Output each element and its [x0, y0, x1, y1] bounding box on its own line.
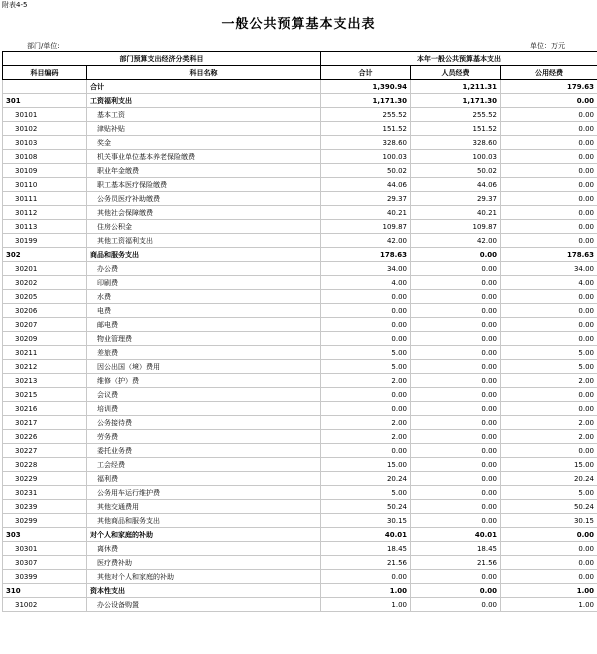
row-personnel: 0.00 [411, 402, 501, 416]
row-public: 30.15 [501, 514, 597, 528]
row-personnel: 21.56 [411, 556, 501, 570]
table-row [3, 598, 597, 612]
row-public: 0.00 [501, 164, 597, 178]
row-public: 0.00 [501, 402, 597, 416]
row-personnel: 0.00 [411, 276, 501, 290]
row-total: 0.00 [321, 444, 411, 458]
row-personnel: 0.00 [411, 346, 501, 360]
row-code: 30216 [3, 402, 87, 416]
row-public: 5.00 [501, 486, 597, 500]
row-personnel: 0.00 [411, 430, 501, 444]
row-name: 资本性支出 [87, 584, 321, 598]
row-personnel: 0.00 [411, 598, 501, 612]
row-total: 2.00 [321, 374, 411, 388]
row-code: 30110 [3, 178, 87, 192]
row-public: 0.00 [501, 388, 597, 402]
col-code-header: 科目编码 [3, 66, 87, 80]
table-row [3, 556, 597, 570]
table-row [3, 220, 597, 234]
row-personnel: 40.01 [411, 528, 501, 542]
row-name: 公务用车运行维护费 [87, 486, 321, 500]
row-name: 工会经费 [87, 458, 321, 472]
table-row [3, 192, 597, 206]
row-name: 办公设备购置 [87, 598, 321, 612]
row-name: 基本工资 [87, 108, 321, 122]
row-code: 30113 [3, 220, 87, 234]
row-code: 302 [3, 248, 87, 262]
table-row [3, 458, 597, 472]
row-name: 办公费 [87, 262, 321, 276]
row-personnel: 0.00 [411, 514, 501, 528]
row-total: 178.63 [321, 248, 411, 262]
row-personnel: 0.00 [411, 570, 501, 584]
table-row [3, 80, 597, 94]
row-personnel: 50.02 [411, 164, 501, 178]
table-row [3, 150, 597, 164]
row-code: 310 [3, 584, 87, 598]
table-row [3, 248, 597, 262]
row-code: 30211 [3, 346, 87, 360]
table-row [3, 94, 597, 108]
row-total: 40.01 [321, 528, 411, 542]
row-name: 电费 [87, 304, 321, 318]
header-group-right: 本年一般公共预算基本支出 [321, 52, 597, 66]
row-total: 15.00 [321, 458, 411, 472]
table-row [3, 444, 597, 458]
row-code: 30201 [3, 262, 87, 276]
table-row [3, 108, 597, 122]
row-code: 30217 [3, 416, 87, 430]
row-name: 商品和服务支出 [87, 248, 321, 262]
row-code: 30227 [3, 444, 87, 458]
row-public: 2.00 [501, 430, 597, 444]
table-row [3, 528, 597, 542]
row-total: 18.45 [321, 542, 411, 556]
table-row [3, 206, 597, 220]
row-code: 30231 [3, 486, 87, 500]
table-row [3, 318, 597, 332]
row-personnel: 0.00 [411, 262, 501, 276]
table-row [3, 136, 597, 150]
table-row [3, 332, 597, 346]
row-public: 0.00 [501, 332, 597, 346]
table-row [3, 360, 597, 374]
row-public: 0.00 [501, 234, 597, 248]
table-row [3, 276, 597, 290]
row-name: 因公出国（境）费用 [87, 360, 321, 374]
table-row [3, 500, 597, 514]
row-code: 30226 [3, 430, 87, 444]
table-row [3, 122, 597, 136]
table-row [3, 486, 597, 500]
row-personnel: 1,171.30 [411, 94, 501, 108]
attachment-label: 附表4-5 [2, 1, 28, 9]
row-code: 30207 [3, 318, 87, 332]
row-public: 0.00 [501, 178, 597, 192]
row-public: 0.00 [501, 122, 597, 136]
row-personnel: 44.06 [411, 178, 501, 192]
row-code: 30109 [3, 164, 87, 178]
table-row [3, 262, 597, 276]
row-code: 30213 [3, 374, 87, 388]
row-public: 0.00 [501, 150, 597, 164]
row-total: 21.56 [321, 556, 411, 570]
row-name: 合计 [87, 80, 321, 94]
row-total: 4.00 [321, 276, 411, 290]
row-total: 2.00 [321, 430, 411, 444]
row-total: 20.24 [321, 472, 411, 486]
page-title: 一般公共预算基本支出表 [221, 17, 376, 32]
row-total: 50.24 [321, 500, 411, 514]
row-public: 0.00 [501, 220, 597, 234]
row-personnel: 0.00 [411, 304, 501, 318]
row-total: 1.00 [321, 598, 411, 612]
row-name: 公务接待费 [87, 416, 321, 430]
row-name: 福利费 [87, 472, 321, 486]
row-code: 30205 [3, 290, 87, 304]
unit-label: 单位：万元 [530, 42, 565, 50]
row-name: 物业管理费 [87, 332, 321, 346]
row-code: 30112 [3, 206, 87, 220]
row-total: 5.00 [321, 486, 411, 500]
row-public: 0.00 [501, 304, 597, 318]
row-code: 31002 [3, 598, 87, 612]
table-row [3, 542, 597, 556]
table-row [3, 304, 597, 318]
row-total: 50.02 [321, 164, 411, 178]
row-total: 29.37 [321, 192, 411, 206]
row-total: 1,171.30 [321, 94, 411, 108]
row-total: 0.00 [321, 388, 411, 402]
row-personnel: 328.60 [411, 136, 501, 150]
row-code: 30212 [3, 360, 87, 374]
row-code: 30102 [3, 122, 87, 136]
row-total: 0.00 [321, 402, 411, 416]
row-code: 30108 [3, 150, 87, 164]
row-name: 其他对个人和家庭的补助 [87, 570, 321, 584]
row-total: 40.21 [321, 206, 411, 220]
row-total: 5.00 [321, 360, 411, 374]
row-total: 5.00 [321, 346, 411, 360]
row-code: 30229 [3, 472, 87, 486]
row-personnel: 255.52 [411, 108, 501, 122]
row-name: 差旅费 [87, 346, 321, 360]
row-name: 津贴补贴 [87, 122, 321, 136]
row-personnel: 0.00 [411, 584, 501, 598]
row-code: 301 [3, 94, 87, 108]
row-name: 培训费 [87, 402, 321, 416]
row-total: 255.52 [321, 108, 411, 122]
row-total: 2.00 [321, 416, 411, 430]
row-code: 30215 [3, 388, 87, 402]
row-name: 住房公积金 [87, 220, 321, 234]
row-public: 1.00 [501, 598, 597, 612]
row-code: 30111 [3, 192, 87, 206]
row-code: 30228 [3, 458, 87, 472]
row-name: 会议费 [87, 388, 321, 402]
row-code: 30299 [3, 514, 87, 528]
col-public-header: 公用经费 [501, 66, 597, 80]
table-row [3, 164, 597, 178]
table-row [3, 570, 597, 584]
row-name: 职业年金缴费 [87, 164, 321, 178]
row-personnel: 0.00 [411, 374, 501, 388]
row-public: 5.00 [501, 360, 597, 374]
row-code: 30103 [3, 136, 87, 150]
row-public: 0.00 [501, 542, 597, 556]
row-personnel: 18.45 [411, 542, 501, 556]
budget-table [2, 51, 597, 612]
row-total: 100.03 [321, 150, 411, 164]
table-row [3, 346, 597, 360]
row-name: 离休费 [87, 542, 321, 556]
row-public: 2.00 [501, 374, 597, 388]
row-public: 178.63 [501, 248, 597, 262]
row-name: 水费 [87, 290, 321, 304]
table-row [3, 514, 597, 528]
table-row [3, 388, 597, 402]
row-public: 0.00 [501, 556, 597, 570]
row-name: 劳务费 [87, 430, 321, 444]
row-total: 1.00 [321, 584, 411, 598]
row-public: 0.00 [501, 318, 597, 332]
row-code: 30399 [3, 570, 87, 584]
row-public: 0.00 [501, 570, 597, 584]
table-row [3, 416, 597, 430]
row-public: 20.24 [501, 472, 597, 486]
row-public: 0.00 [501, 444, 597, 458]
header-column-row [3, 66, 597, 80]
row-personnel: 109.87 [411, 220, 501, 234]
row-code: 30199 [3, 234, 87, 248]
header-group-row [3, 52, 597, 66]
row-code: 30209 [3, 332, 87, 346]
col-name-header: 科目名称 [87, 66, 321, 80]
header-group-left: 部门预算支出经济分类科目 [3, 52, 321, 66]
row-personnel: 0.00 [411, 500, 501, 514]
row-public: 0.00 [501, 290, 597, 304]
row-public: 5.00 [501, 346, 597, 360]
row-total: 42.00 [321, 234, 411, 248]
row-total: 0.00 [321, 570, 411, 584]
row-total: 151.52 [321, 122, 411, 136]
row-personnel: 0.00 [411, 388, 501, 402]
row-name: 奖金 [87, 136, 321, 150]
row-total: 44.06 [321, 178, 411, 192]
row-name: 其他工资福利支出 [87, 234, 321, 248]
department-label: 部门/单位: [27, 42, 60, 50]
row-name: 机关事业单位基本养老保险缴费 [87, 150, 321, 164]
row-personnel: 0.00 [411, 332, 501, 346]
row-total: 30.15 [321, 514, 411, 528]
row-name: 其他社会保障缴费 [87, 206, 321, 220]
row-code: 30202 [3, 276, 87, 290]
row-personnel: 100.03 [411, 150, 501, 164]
row-public: 1.00 [501, 584, 597, 598]
table-row [3, 402, 597, 416]
row-total: 0.00 [321, 290, 411, 304]
row-total: 328.60 [321, 136, 411, 150]
table-row [3, 178, 597, 192]
row-public: 0.00 [501, 206, 597, 220]
row-total: 0.00 [321, 318, 411, 332]
row-personnel: 0.00 [411, 472, 501, 486]
row-name: 其他商品和服务支出 [87, 514, 321, 528]
row-public: 179.63 [501, 80, 597, 94]
row-personnel: 0.00 [411, 318, 501, 332]
row-name: 公务员医疗补助缴费 [87, 192, 321, 206]
row-total: 34.00 [321, 262, 411, 276]
table-row [3, 584, 597, 598]
row-code: 303 [3, 528, 87, 542]
col-total-header: 合计 [321, 66, 411, 80]
row-public: 0.00 [501, 528, 597, 542]
row-public: 0.00 [501, 94, 597, 108]
row-name: 工资福利支出 [87, 94, 321, 108]
row-public: 0.00 [501, 136, 597, 150]
row-personnel: 0.00 [411, 360, 501, 374]
row-code: 30206 [3, 304, 87, 318]
table-row [3, 472, 597, 486]
table-row [3, 430, 597, 444]
row-name: 职工基本医疗保险缴费 [87, 178, 321, 192]
table-row [3, 290, 597, 304]
row-personnel: 0.00 [411, 248, 501, 262]
row-personnel: 1,211.31 [411, 80, 501, 94]
row-code: 30301 [3, 542, 87, 556]
row-public: 2.00 [501, 416, 597, 430]
col-personnel-header: 人员经费 [411, 66, 501, 80]
row-public: 4.00 [501, 276, 597, 290]
row-total: 1,390.94 [321, 80, 411, 94]
row-public: 34.00 [501, 262, 597, 276]
row-name: 委托业务费 [87, 444, 321, 458]
row-public: 50.24 [501, 500, 597, 514]
row-public: 0.00 [501, 108, 597, 122]
table-row [3, 374, 597, 388]
row-code: 30101 [3, 108, 87, 122]
row-personnel: 42.00 [411, 234, 501, 248]
row-code [3, 80, 87, 94]
row-total: 0.00 [321, 332, 411, 346]
row-personnel: 0.00 [411, 290, 501, 304]
row-public: 0.00 [501, 192, 597, 206]
row-code: 30307 [3, 556, 87, 570]
row-code: 30239 [3, 500, 87, 514]
row-name: 对个人和家庭的补助 [87, 528, 321, 542]
row-total: 109.87 [321, 220, 411, 234]
row-personnel: 0.00 [411, 444, 501, 458]
row-personnel: 151.52 [411, 122, 501, 136]
row-total: 0.00 [321, 304, 411, 318]
row-name: 医疗费补助 [87, 556, 321, 570]
row-public: 15.00 [501, 458, 597, 472]
row-name: 邮电费 [87, 318, 321, 332]
row-name: 其他交通费用 [87, 500, 321, 514]
table-row [3, 234, 597, 248]
row-personnel: 29.37 [411, 192, 501, 206]
row-personnel: 0.00 [411, 458, 501, 472]
row-name: 印刷费 [87, 276, 321, 290]
row-name: 维修（护）费 [87, 374, 321, 388]
row-personnel: 0.00 [411, 416, 501, 430]
row-personnel: 0.00 [411, 486, 501, 500]
row-personnel: 40.21 [411, 206, 501, 220]
